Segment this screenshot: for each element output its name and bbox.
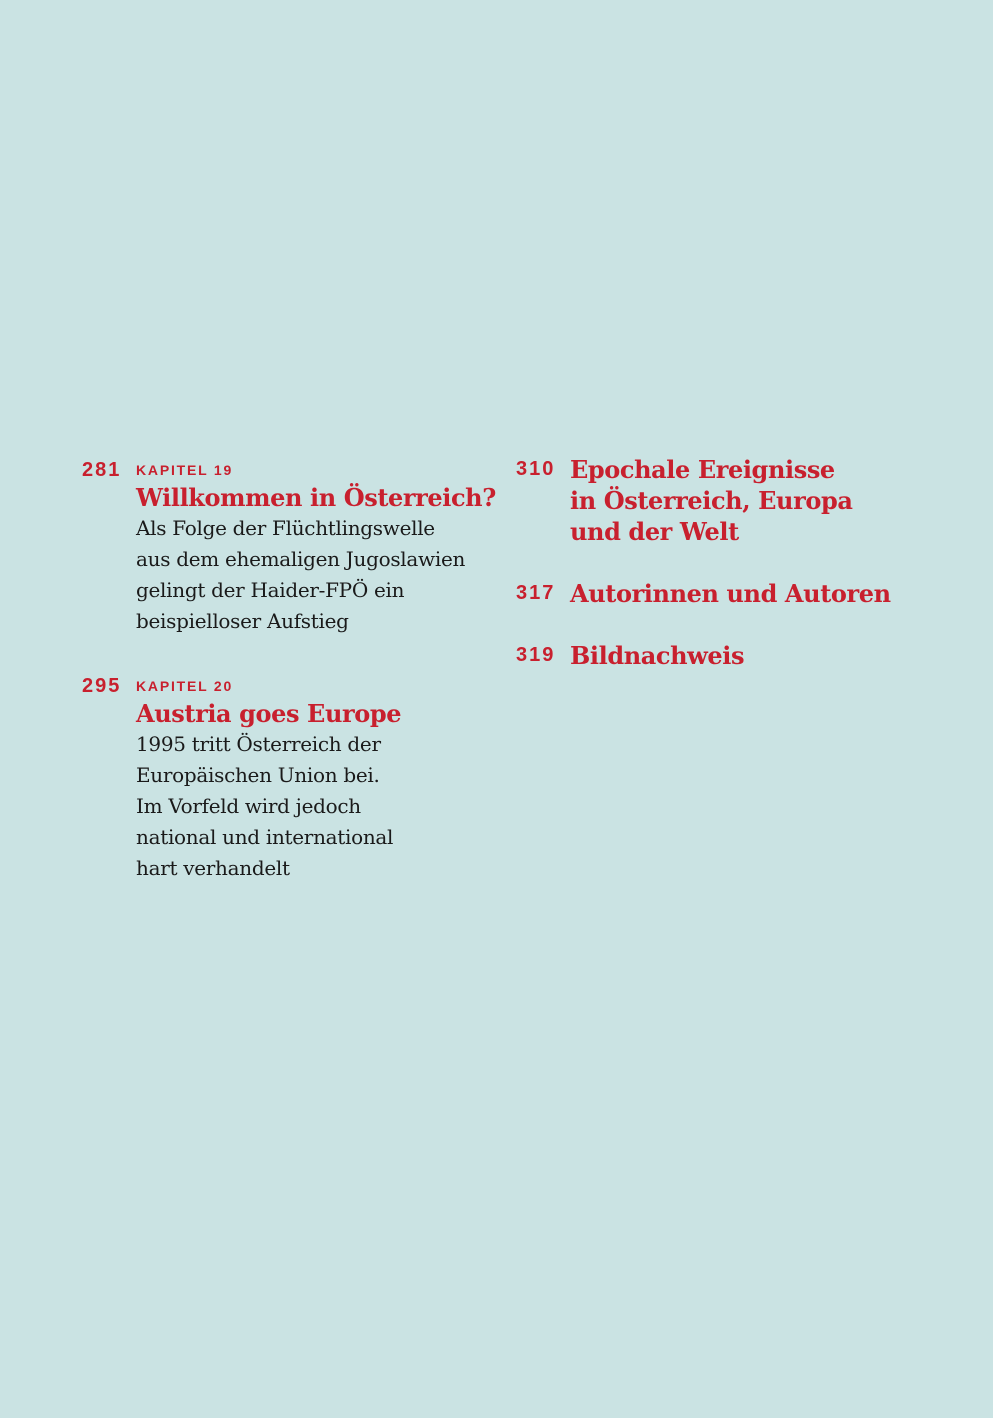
description-line: hart verhandelt bbox=[136, 856, 290, 880]
page-number: 295 bbox=[82, 675, 122, 697]
section-title-line: Epochale Ereignisse bbox=[570, 455, 835, 484]
description-line: 1995 tritt Österreich der bbox=[136, 732, 381, 756]
toc-entry-bildnachweis[interactable] bbox=[516, 640, 956, 671]
section-title bbox=[570, 454, 956, 547]
chapter-label: KAPITEL 19 bbox=[136, 462, 234, 478]
page-number: 310 bbox=[516, 458, 556, 480]
toc-entry-kapitel-19[interactable] bbox=[82, 458, 496, 637]
section-title bbox=[570, 578, 956, 609]
toc-entry-epochale-ereignisse[interactable] bbox=[516, 454, 956, 547]
section-title-line: und der Welt bbox=[570, 517, 739, 546]
page-number: 317 bbox=[516, 582, 556, 604]
page-number: 281 bbox=[82, 459, 122, 481]
description-line: beispielloser Aufstieg bbox=[136, 609, 349, 633]
chapter-title bbox=[136, 698, 492, 729]
section-title bbox=[570, 640, 956, 671]
section-title-line: in Österreich, Europa bbox=[570, 486, 853, 515]
description-line: Im Vorfeld wird jedoch bbox=[136, 794, 361, 818]
toc-entry-kapitel-20[interactable] bbox=[82, 674, 492, 884]
chapter-title-line: Willkommen in Österreich? bbox=[136, 483, 496, 512]
toc-entry-autorinnen-und-autoren[interactable] bbox=[516, 578, 956, 609]
chapter-label: KAPITEL 20 bbox=[136, 678, 234, 694]
page-number: 319 bbox=[516, 644, 556, 666]
toc-left-column bbox=[82, 458, 496, 884]
chapter-title-line: Austria goes Europe bbox=[136, 699, 402, 728]
chapter-description bbox=[136, 513, 496, 637]
section-title-line: Autorinnen und Autoren bbox=[570, 579, 891, 608]
chapter-description bbox=[136, 729, 492, 884]
description-line: aus dem ehemaligen Jugoslawien bbox=[136, 547, 466, 571]
entry-body bbox=[136, 458, 496, 637]
description-line: Als Folge der Flüchtlingswelle bbox=[136, 516, 435, 540]
description-line: gelingt der Haider-FPÖ ein bbox=[136, 578, 405, 602]
description-line: national und international bbox=[136, 825, 394, 849]
section-title-line: Bildnachweis bbox=[570, 641, 745, 670]
toc-right-column bbox=[516, 454, 956, 671]
entry-body bbox=[136, 674, 492, 884]
chapter-title bbox=[136, 482, 496, 513]
description-line: Europäischen Union bei. bbox=[136, 763, 380, 787]
